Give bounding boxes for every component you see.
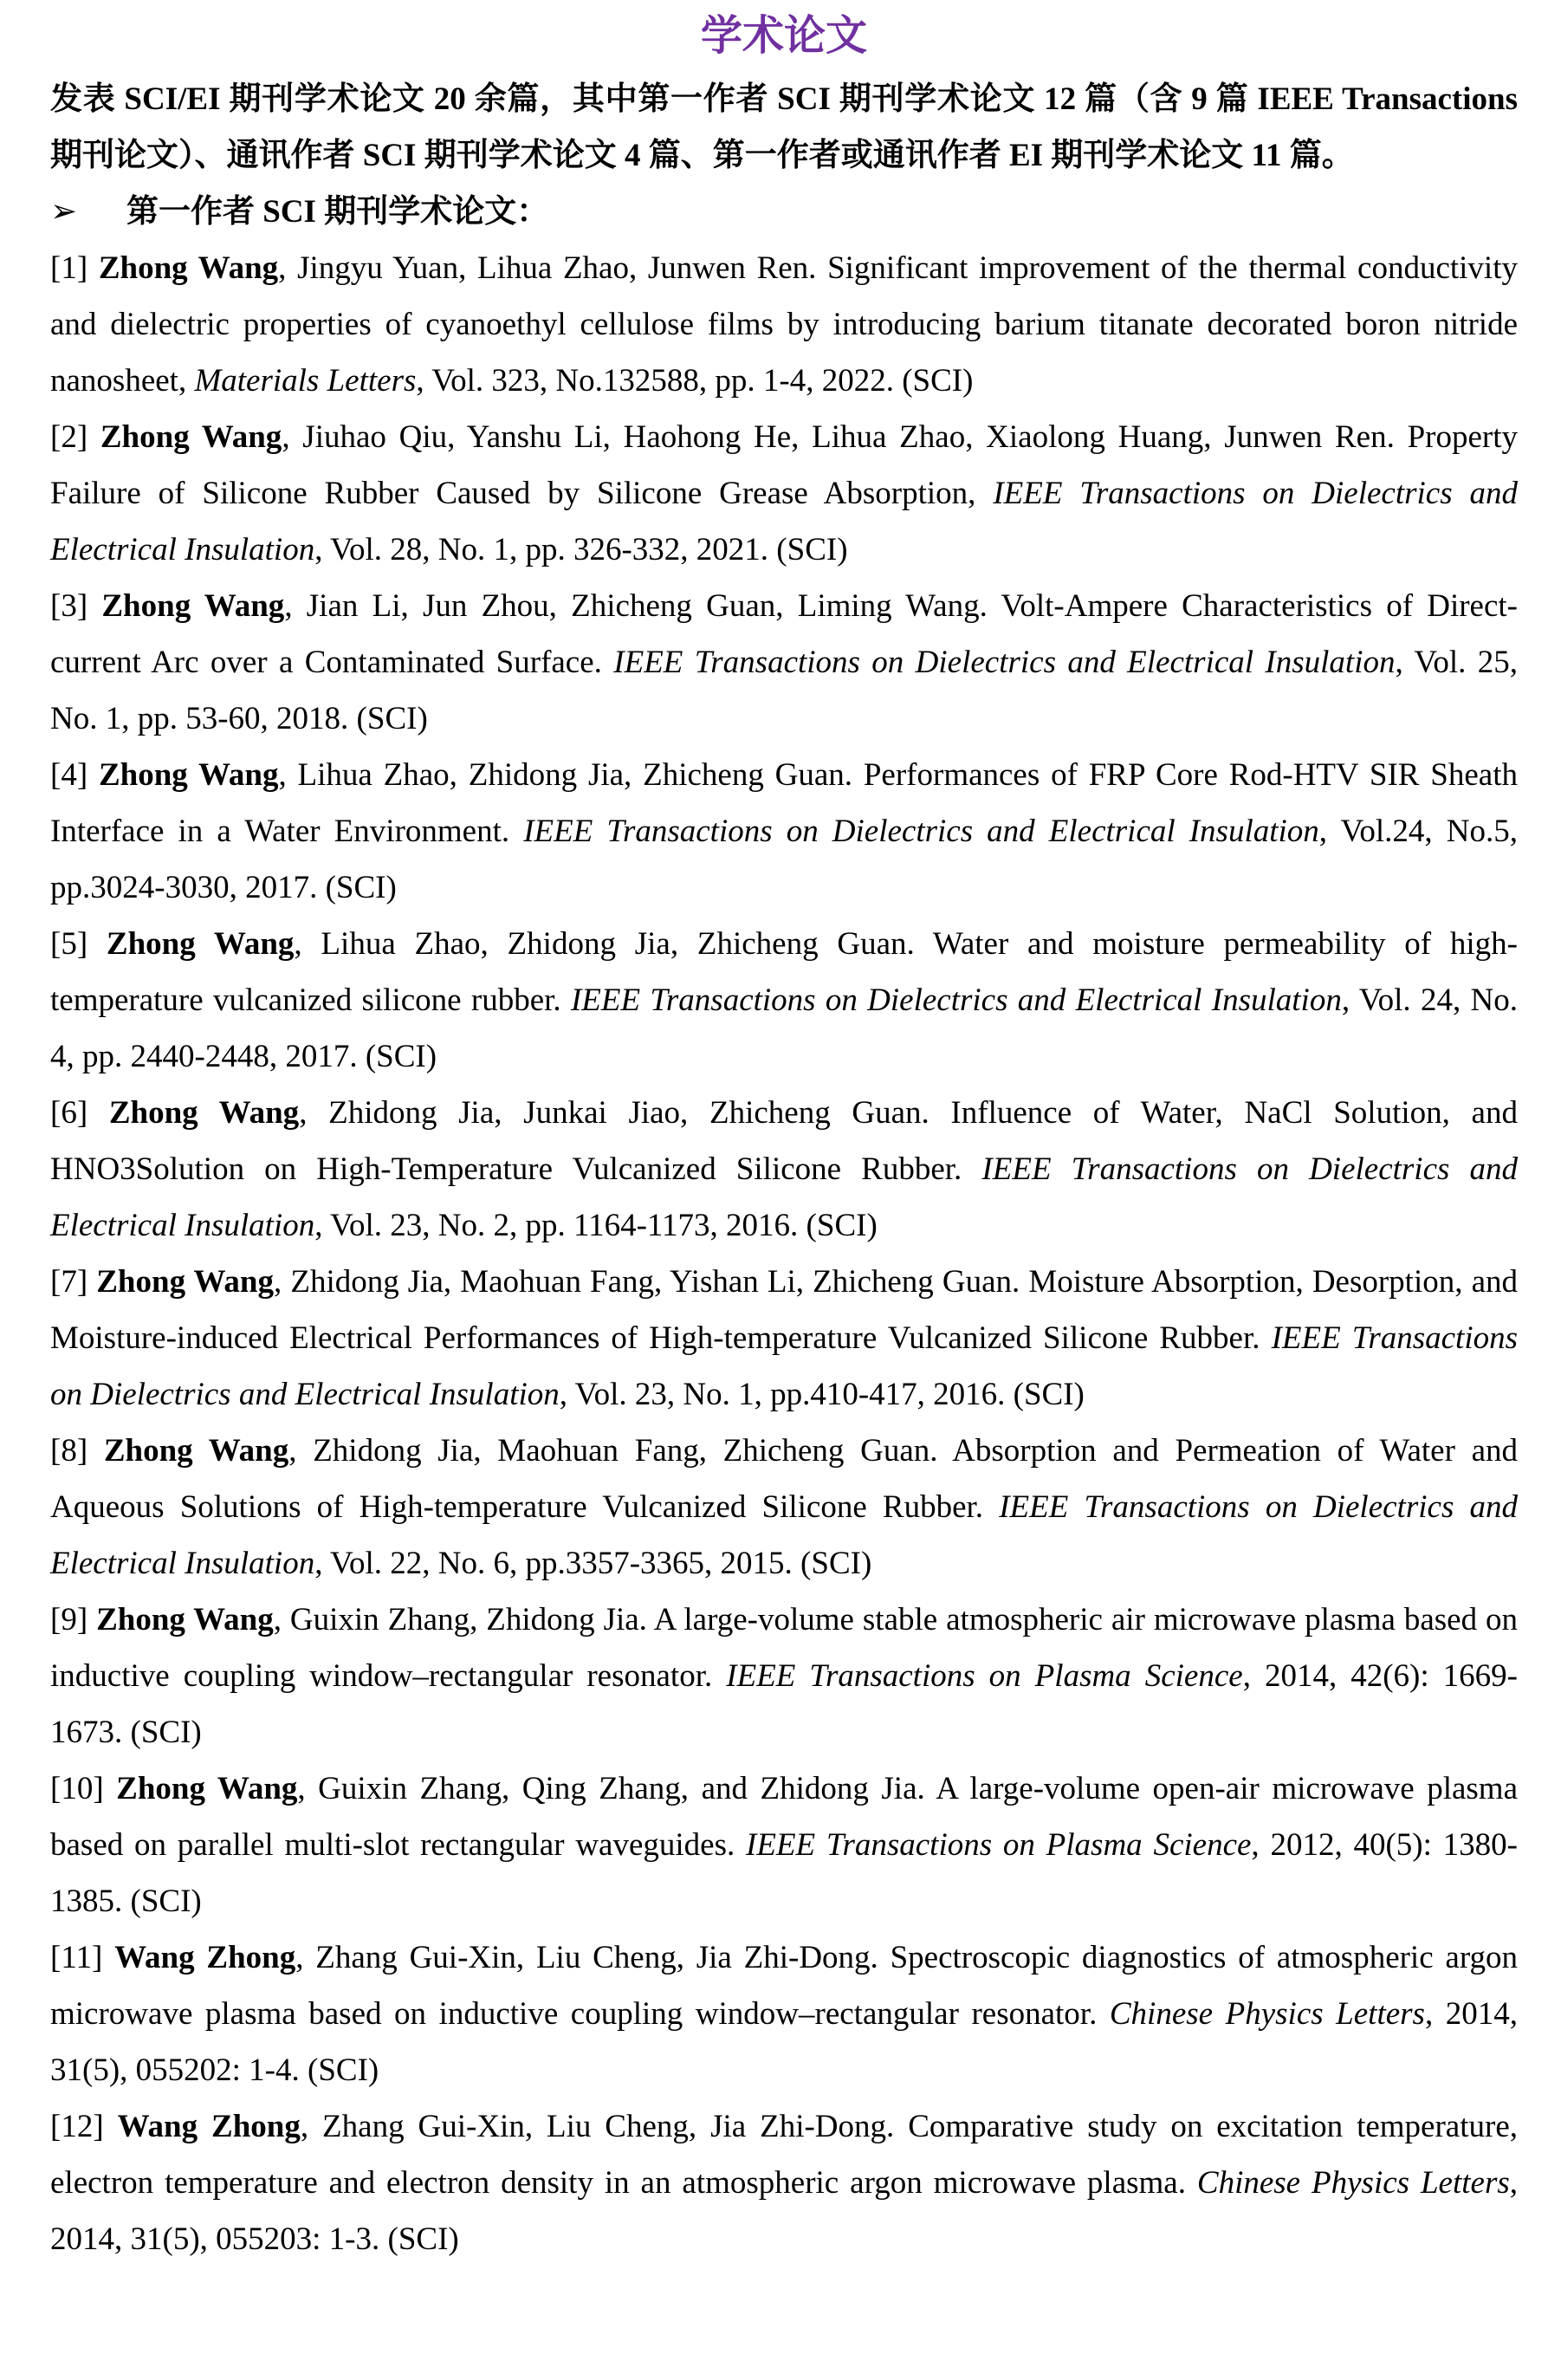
reference-text: , 2012, 40(5): 1380-1385. (SCI) <box>50 1827 1518 1919</box>
author-name: Zhong Wang <box>101 588 285 624</box>
section-heading-label: 第一作者 SCI 期刊学术论文： <box>126 194 549 230</box>
reference-text: [10] <box>50 1771 117 1806</box>
author-name: Zhong Wang <box>116 1771 298 1806</box>
reference-text: , Zhidong Jia, Junkai Jiao, Zhicheng Guan. Influence of Water, NaCl Solution, and HNO3Solution on High-Temperature Vulcanized Silicone Rubber. <box>50 1095 1518 1187</box>
reference-item <box>50 578 1518 747</box>
reference-item <box>50 240 1518 409</box>
reference-item <box>50 2098 1518 2267</box>
reference-text: , Vol. 22, No. 6, pp.3357-3365, 2015. (SCI) <box>314 1546 872 1581</box>
reference-text: , Zhidong Jia, Maohuan Fang, Zhicheng Guan. Absorption and Permeation of Water and Aqueous Solutions of High-temperature Vulcanized Silicone Rubber. <box>50 1433 1519 1525</box>
reference-item <box>50 747 1518 916</box>
reference-item <box>50 409 1518 578</box>
journal-name: Chinese Physics Letters <box>1109 1996 1425 2032</box>
reference-text: [9] <box>50 1602 97 1637</box>
author-name: Wang Zhong <box>114 1940 296 1975</box>
journal-name: IEEE Transactions on Dielectrics and Electrical Insulation <box>523 814 1319 849</box>
page-title: 学术论文 <box>700 13 867 59</box>
reference-text: , Lihua Zhao, Zhidong Jia, Zhicheng Guan. Performances of FRP Core Rod-HTV SIR Sheath Interface in a Water Environment. <box>50 757 1518 849</box>
author-name: Zhong Wang <box>108 1095 300 1131</box>
reference-text: [3] <box>50 588 102 624</box>
author-name: Zhong Wang <box>98 757 279 793</box>
author-name: Zhong Wang <box>100 419 282 455</box>
author-name: Zhong Wang <box>96 1264 275 1300</box>
reference-text: , Vol. 24, No. 4, pp. 2440-2448, 2017. (SCI) <box>50 982 1518 1074</box>
reference-item <box>50 1592 1518 1761</box>
reference-list <box>50 240 1518 2267</box>
reference-item <box>50 916 1518 1085</box>
author-name: Zhong Wang <box>106 926 295 962</box>
reference-text: , Jiuhao Qiu, Yanshu Li, Haohong He, Lihua Zhao, Xiaolong Huang, Junwen Ren. Property Failure of Silicone Rubber Caused by Silicone Grease Absorption, <box>50 419 1518 511</box>
author-name: Zhong Wang <box>103 1433 289 1469</box>
reference-text: , Zhang Gui-Xin, Liu Cheng, Jia Zhi-Dong. Spectroscopic diagnostics of atmospheric argon microwave plasma based on inductive coupling window–rectangular resonator. <box>50 1940 1518 2032</box>
reference-text: , 2014, 31(5), 055202: 1-4. (SCI) <box>50 1996 1519 2088</box>
section-heading <box>50 184 1518 240</box>
reference-text: [11] <box>50 1940 115 1975</box>
journal-name: Chinese Physics Letters <box>1196 2165 1510 2201</box>
reference-text: , Vol. 25, No. 1, pp. 53-60, 2018. (SCI) <box>50 645 1518 736</box>
journal-name: IEEE Transactions on Dielectrics and Electrical Insulation <box>50 1489 1518 1581</box>
reference-item <box>50 1761 1518 1929</box>
reference-item <box>50 1423 1518 1592</box>
arrow-bullet-icon: ➢ <box>50 194 78 230</box>
reference-item <box>50 1085 1518 1254</box>
reference-item <box>50 1929 1518 2098</box>
journal-name: Materials Letters <box>194 363 417 399</box>
reference-text: , Vol.24, No.5, pp.3024-3030, 2017. (SCI) <box>50 814 1518 905</box>
reference-text: [1] <box>50 250 99 286</box>
reference-text: , Zhidong Jia, Maohuan Fang, Yishan Li, Zhicheng Guan. Moisture Absorption, Desorption, and Moisture-induced Electrical Performances of High-temperature Vulcanized Silicone Rubber. <box>50 1264 1518 1356</box>
journal-name: IEEE Transactions on Dielectrics and Electrical Insulation <box>613 645 1396 680</box>
author-name: Zhong Wang <box>98 250 279 286</box>
journal-name: IEEE Transactions on Dielectrics and Electrical Insulation <box>50 476 1518 567</box>
journal-name: IEEE Transactions on Dielectrics and Electrical Insulation <box>570 982 1342 1018</box>
journal-name: IEEE Transactions on Plasma Science <box>726 1658 1243 1694</box>
journal-name: IEEE Transactions on Dielectrics and Electrical Insulation <box>50 1320 1518 1412</box>
author-name: Wang Zhong <box>117 2109 301 2144</box>
reference-text: , Vol. 23, No. 2, pp. 1164-1173, 2016. (SCI) <box>314 1208 878 1243</box>
journal-name: IEEE Transactions on Plasma Science <box>746 1827 1252 1863</box>
reference-text: [6] <box>50 1095 109 1131</box>
reference-text: , 2014, 42(6): 1669-1673. (SCI) <box>50 1658 1519 1750</box>
reference-text: [4] <box>50 757 99 793</box>
reference-text: [7] <box>50 1264 97 1300</box>
reference-text: , Zhang Gui-Xin, Liu Cheng, Jia Zhi-Dong. Comparative study on excitation temperature, electron temperature and electron density in an atmospheric argon microwave plasma. <box>50 2109 1518 2201</box>
reference-text: , Guixin Zhang, Qing Zhang, and Zhidong Jia. A large-volume open-air microwave plasma based on parallel multi-slot rectangular waveguides. <box>50 1771 1519 1863</box>
reference-text: , Vol. 28, No. 1, pp. 326-332, 2021. (SCI) <box>314 532 848 567</box>
reference-text: , Jian Li, Jun Zhou, Zhicheng Guan, Liming Wang. Volt-Ampere Characteristics of Direct-current Arc over a Contaminated Surface. <box>50 588 1518 680</box>
reference-text: , Lihua Zhao, Zhidong Jia, Zhicheng Guan. Water and moisture permeability of high-temperature vulcanized silicone rubber. <box>50 926 1518 1018</box>
reference-text: [5] <box>50 926 107 962</box>
reference-text: [2] <box>50 419 100 455</box>
reference-text: , Vol. 323, No.132588, pp. 1-4, 2022. (SCI) <box>416 363 974 399</box>
reference-text: [8] <box>50 1433 104 1469</box>
reference-text: , Guixin Zhang, Zhidong Jia. A large-volume stable atmospheric air microwave plasma based on inductive coupling window–rectangular resonator. <box>50 1602 1518 1694</box>
intro-paragraph: 发表 SCI/EI 期刊学术论文 20 余篇，其中第一作者 SCI 期刊学术论文 12 篇（含 9 篇 IEEE Transactions 期刊论文）、通讯作者 SCI 期刊学术论文 4 篇、第一作者或通讯作者 EI 期刊学术论文 11 篇。 <box>50 81 1518 173</box>
document-body <box>50 71 1518 2267</box>
author-name: Zhong Wang <box>96 1602 274 1637</box>
reference-text: , Jingyu Yuan, Lihua Zhao, Junwen Ren. Significant improvement of the thermal conductivity and dielectric properties of cyanoethyl cellulose films by introducing barium titanate decorated boron nitride nanosheet, <box>50 250 1518 399</box>
reference-text: , Vol. 23, No. 1, pp.410-417, 2016. (SCI) <box>559 1377 1085 1412</box>
reference-text: , 2014, 31(5), 055203: 1-3. (SCI) <box>50 2165 1518 2257</box>
reference-text: [12] <box>50 2109 118 2144</box>
reference-item <box>50 1254 1518 1423</box>
journal-name: IEEE Transactions on Dielectrics and Electrical Insulation <box>50 1151 1519 1243</box>
